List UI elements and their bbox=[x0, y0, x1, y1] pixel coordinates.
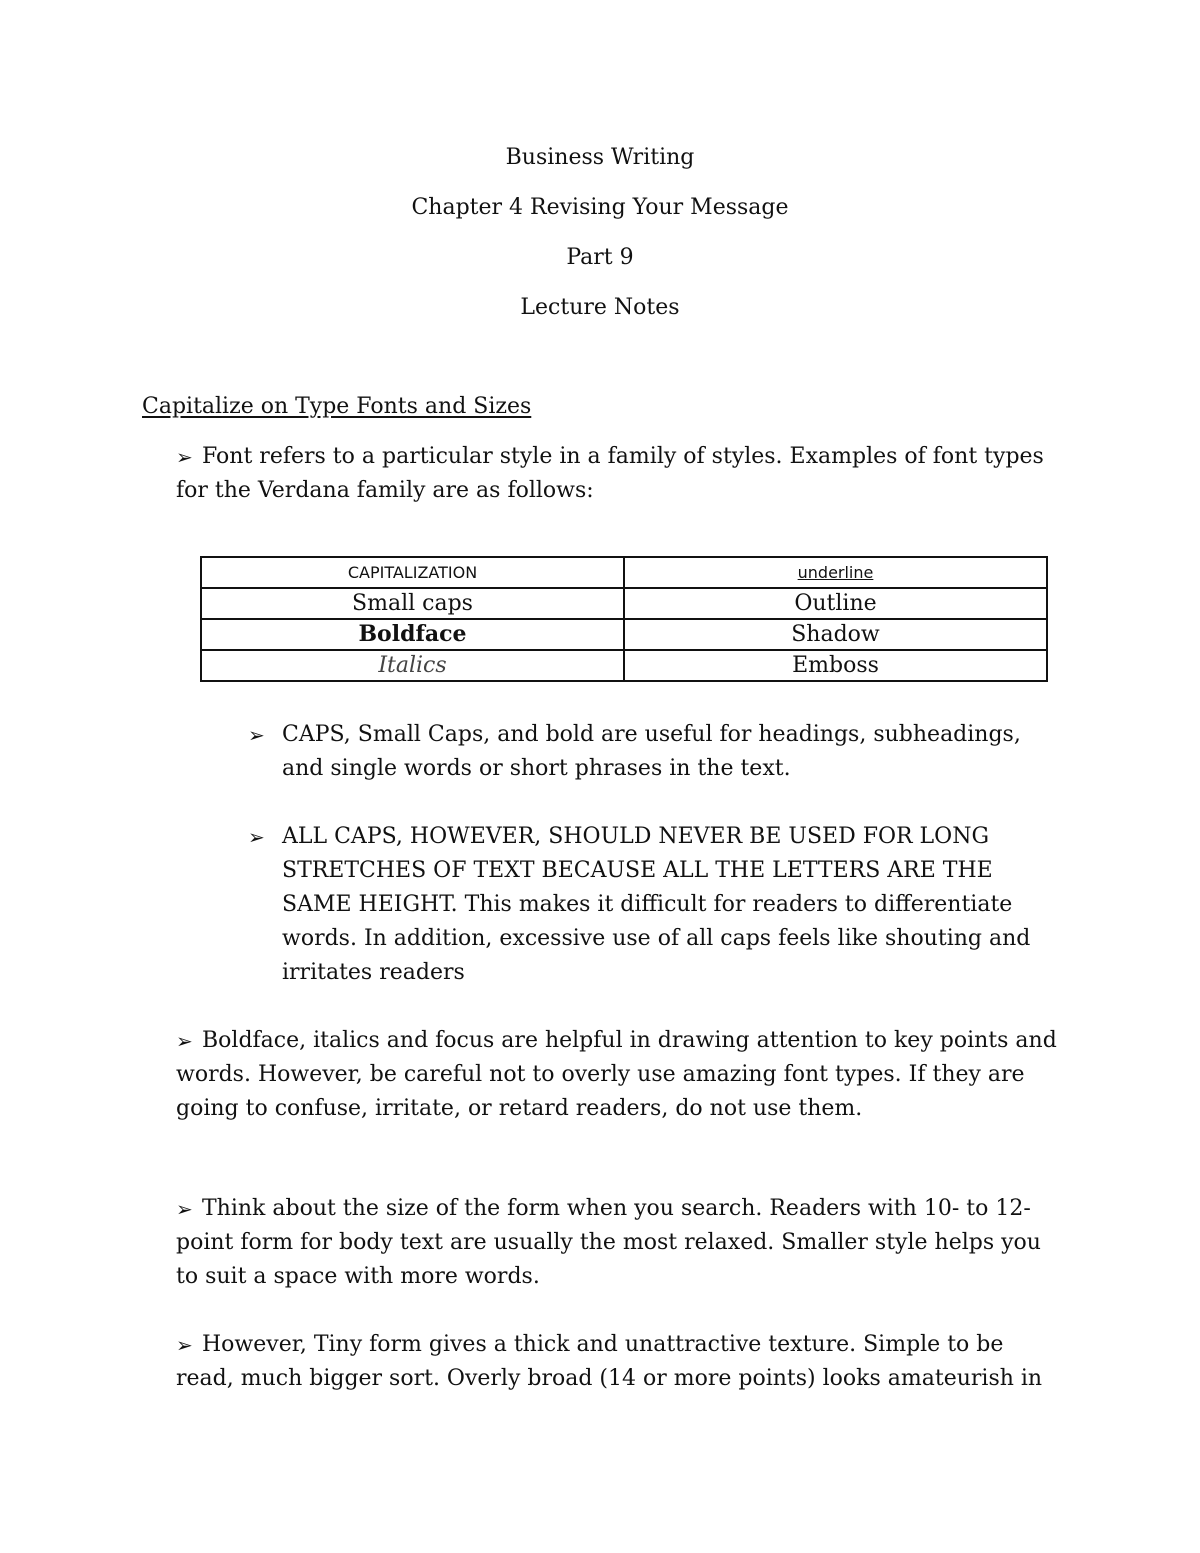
table-cell bbox=[624, 588, 1047, 619]
arrow-bullet-icon: ➢ bbox=[176, 1333, 193, 1357]
table-row bbox=[201, 557, 1047, 588]
table-row bbox=[201, 588, 1047, 619]
bullet-tiny-form bbox=[176, 1328, 1066, 1396]
bullet-text: Boldface, italics and focus are helpful in drawing attention to key points and words. However, be careful not to overly use amazing font types. If they are going to confuse, irritate, or retard readers, do not use them. bbox=[176, 1028, 1057, 1121]
table-cell bbox=[201, 557, 624, 588]
cell-underline: underline bbox=[797, 563, 874, 582]
table-row bbox=[201, 619, 1047, 650]
cell-capitalization: CAPITALIZATION bbox=[347, 563, 478, 582]
arrow-bullet-icon: ➢ bbox=[176, 1197, 193, 1221]
notes-label: Lecture Notes bbox=[520, 295, 680, 320]
chapter-title: Chapter 4 Revising Your Message bbox=[411, 195, 789, 220]
bullet-text: Think about the size of the form when you search. Readers with 10- to 12-point form for body text are usually the most relaxed. Smaller style helps you to suit a space with more words. bbox=[176, 1196, 1041, 1289]
part-label: Part 9 bbox=[566, 245, 634, 270]
bullet-text: Font refers to a particular style in a family of styles. Examples of font types for the Verdana family are as follows: bbox=[176, 444, 1044, 503]
table-cell bbox=[201, 588, 624, 619]
bullet-text: CAPS, Small Caps, and bold are useful for headings, subheadings, and single words or short phrases in the text. bbox=[282, 722, 1021, 781]
cell-emboss: Emboss bbox=[792, 653, 879, 678]
cell-small-caps: Small caps bbox=[352, 591, 473, 616]
arrow-bullet-icon: ➢ bbox=[248, 825, 265, 849]
table-cell bbox=[624, 557, 1047, 588]
bullet-all-caps-warning bbox=[248, 820, 1068, 990]
bullet-form-size bbox=[176, 1192, 1066, 1294]
table-cell bbox=[201, 650, 624, 681]
cell-italics: Italics bbox=[378, 653, 447, 678]
table-row bbox=[201, 650, 1047, 681]
bullet-caps-usage bbox=[248, 718, 1068, 786]
section-heading: Capitalize on Type Fonts and Sizes bbox=[142, 394, 532, 419]
arrow-bullet-icon: ➢ bbox=[248, 723, 265, 747]
bullet-text: ALL CAPS, HOWEVER, SHOULD NEVER BE USED FOR LONG STRETCHES OF TEXT BECAUSE ALL THE LETTERS ARE THE SAME HEIGHT. This makes it difficult for readers to differentiate words. In addition, excessive use of all caps feels like shouting and irritates readers bbox=[282, 824, 1031, 985]
table-cell bbox=[201, 619, 624, 650]
arrow-bullet-icon: ➢ bbox=[176, 445, 193, 469]
table-cell bbox=[624, 619, 1047, 650]
cell-shadow: Shadow bbox=[791, 622, 880, 647]
bullet-boldface-italics bbox=[176, 1024, 1066, 1126]
font-types-table bbox=[200, 556, 1048, 682]
bullet-text: However, Tiny form gives a thick and unattractive texture. Simple to be read, much bigger sort. Overly broad (14 or more points) looks amateurish in bbox=[176, 1332, 1043, 1391]
cell-outline: Outline bbox=[794, 591, 877, 616]
document-title: Business Writing bbox=[505, 145, 695, 170]
arrow-bullet-icon: ➢ bbox=[176, 1029, 193, 1053]
bullet-font-definition bbox=[176, 440, 1066, 508]
table-cell bbox=[624, 650, 1047, 681]
cell-boldface: Boldface bbox=[358, 621, 467, 647]
